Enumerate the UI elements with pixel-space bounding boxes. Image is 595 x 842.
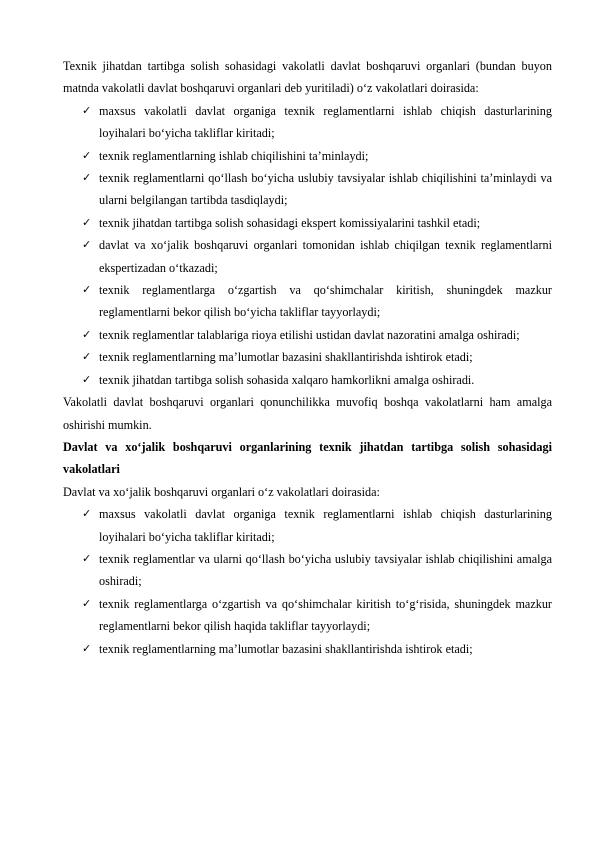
section2-heading: Davlat va xo‘jalik boshqaruvi organlarining texnik jihatdan tartibga solish sohasidagi vakolatlari (63, 439, 552, 477)
list-item-text: texnik reglamentlar talablariga rioya etilishi ustidan davlat nazoratini amalga oshiradi; (99, 327, 520, 342)
list-item (63, 369, 552, 391)
list-item-text: texnik reglamentlarning ma’lumotlar bazasini shakllantirishda ishtirok etadi; (99, 641, 473, 656)
document-page (63, 55, 552, 660)
check-icon: ✓ (82, 283, 92, 297)
list-item-text: davlat va xo‘jalik boshqaruvi organlari tomonidan ishlab chiqilgan texnik reglamentlarni ekspertizadan o‘tkazadi; (99, 238, 552, 275)
list-item-text: maxsus vakolatli davlat organiga texnik reglamentlarni ishlab chiqish dasturlarining loyihalari bo‘yicha takliflar kiritadi; (99, 507, 552, 544)
list-item-text: texnik reglamentlarga o‘zgartish va qo‘shimchalar kiritish to‘g‘risida, shuningdek mazkur reglamentlarni bekor qilish haqida takliflar tayyorlaydi; (99, 596, 552, 634)
list-item (63, 100, 552, 145)
check-icon: ✓ (82, 507, 92, 521)
list-item (63, 548, 552, 593)
list-item (63, 503, 552, 548)
list-item (63, 324, 552, 346)
list-item-text: texnik reglamentlarning ma’lumotlar bazasini shakllantirishda ishtirok etadi; (99, 350, 473, 365)
list-item (63, 212, 552, 234)
list-item (63, 167, 552, 212)
section2-list (63, 503, 552, 660)
check-icon: ✓ (82, 215, 92, 229)
section2-intro: Davlat va xo‘jalik boshqaruvi organlari o‘z vakolatlari doirasida: (63, 484, 380, 499)
check-icon: ✓ (82, 551, 92, 565)
check-icon: ✓ (82, 103, 92, 117)
check-icon: ✓ (82, 327, 92, 341)
list-item (63, 279, 552, 324)
list-item-text: texnik reglamentlar va ularni qo‘llash bo‘yicha uslubiy tavsiyalar ishlab chiqilishini amalga oshiradi; (99, 551, 552, 589)
section1-intro: Texnik jihatdan tartibga solish sohasidagi vakolatli davlat boshqaruvi organlari (bundan buyon matnda vakolatli davlat boshqaruvi organlari deb yuritiladi) o‘z vakolatlari doirasida: (63, 59, 552, 96)
list-item-text: texnik jihatdan tartibga solish sohasida xalqaro hamkorlikni amalga oshiradi. (99, 372, 475, 387)
list-item-text: texnik reglamentlarga o‘zgartish va qo‘shimchalar kiritish, shuningdek mazkur reglamentlarni bekor qilish bo‘yicha takliflar tayyorlaydi; (99, 283, 552, 320)
list-item (63, 145, 552, 167)
check-icon: ✓ (82, 596, 92, 610)
check-icon: ✓ (82, 350, 92, 364)
check-icon: ✓ (82, 641, 92, 655)
list-item-text: texnik reglamentlarning ishlab chiqilishini ta’minlaydi; (99, 148, 369, 163)
list-item (63, 234, 552, 279)
list-item-text: texnik jihatdan tartibga solish sohasidagi ekspert komissiyalarini tashkil etadi; (99, 215, 481, 230)
list-item-text: maxsus vakolatli davlat organiga texnik reglamentlarni ishlab chiqish dasturlarining loyihalari bo‘yicha takliflar kiritadi; (99, 103, 552, 141)
section1-list (63, 100, 552, 391)
check-icon: ✓ (82, 171, 92, 185)
section1-closing: Vakolatli davlat boshqaruvi organlari qonunchilikka muvofiq boshqa vakolatlarni ham amalga oshirishi mumkin. (63, 395, 552, 432)
check-icon: ✓ (82, 148, 92, 162)
list-item-text: texnik reglamentlarni qo‘llash bo‘yicha uslubiy tavsiyalar ishlab chiqilishini ta’minlaydi va ularni belgilangan tartibda tasdiqlaydi; (99, 171, 552, 208)
list-item (63, 593, 552, 638)
check-icon: ✓ (82, 372, 92, 386)
list-item (63, 638, 552, 660)
list-item (63, 346, 552, 368)
check-icon: ✓ (82, 238, 92, 252)
